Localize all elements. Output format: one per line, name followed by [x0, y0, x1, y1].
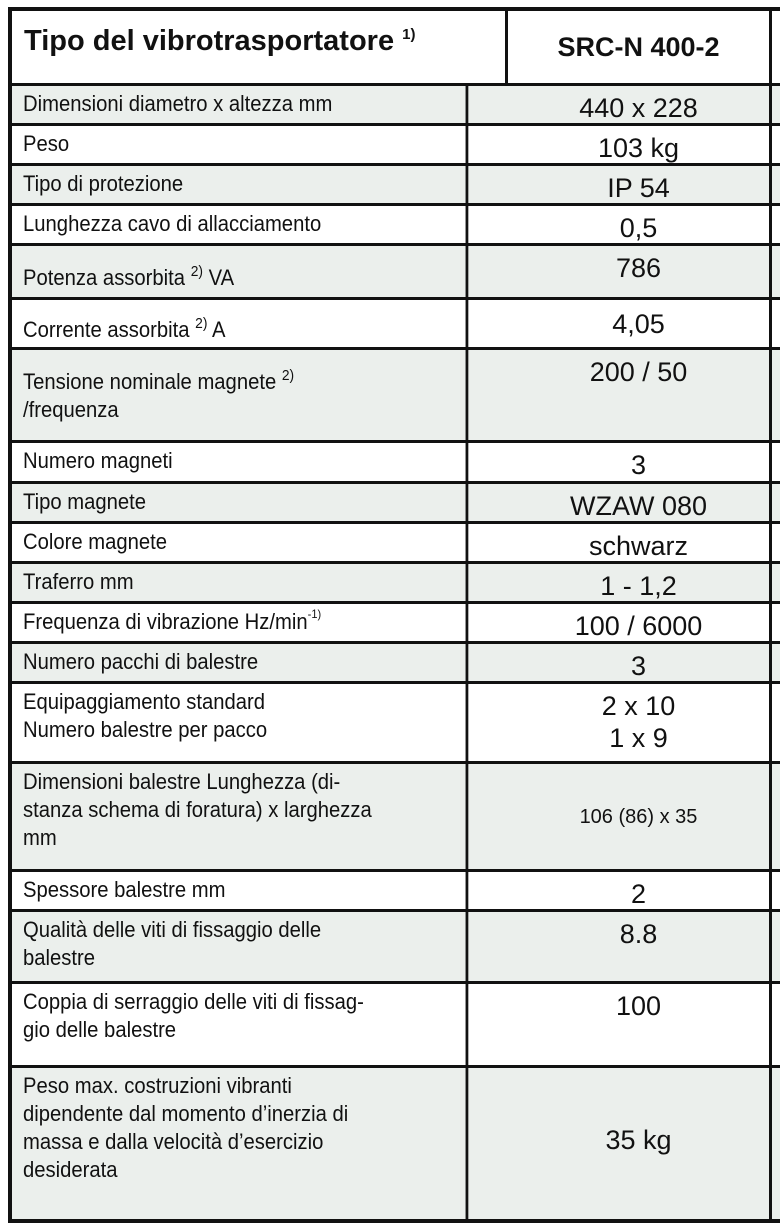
table-row — [12, 564, 780, 604]
table-row — [12, 524, 780, 564]
row-label: Dimensioni diametro x altezza mm — [23, 91, 333, 116]
row-label: Tipo di protezione — [23, 171, 184, 196]
table-header-row — [12, 11, 780, 86]
table-row — [12, 166, 780, 206]
row-unit: A — [211, 317, 226, 342]
table-row — [12, 86, 780, 126]
row-label: Spessore balestre mm — [23, 877, 226, 902]
table-row — [12, 484, 780, 524]
row-value: 8.8 — [619, 919, 658, 949]
table-row — [12, 246, 780, 300]
row-label-line3: mm — [23, 825, 57, 850]
row-value: 35 kg — [605, 1125, 672, 1155]
row-value: 786 — [615, 253, 662, 283]
row-label: Tensione nominale magnete — [23, 369, 277, 394]
row-label: Equipaggiamento standard — [23, 689, 265, 714]
table-row — [12, 764, 780, 872]
row-value: 3 — [630, 651, 647, 681]
table-row — [12, 604, 780, 644]
row-label: Potenza assorbita — [23, 265, 186, 290]
row-value: 0,5 — [619, 213, 658, 243]
row-value: 106 (86) x 35 — [579, 805, 698, 828]
header-model-cell — [508, 11, 772, 83]
row-value: schwarz — [588, 531, 689, 561]
row-value: 100 — [615, 991, 662, 1021]
row-label-line2: stanza schema di foratura) x larghezza — [23, 797, 372, 822]
row-footnote: 2) — [190, 263, 203, 280]
row-value: 103 kg — [597, 133, 680, 163]
row-label-line2: Numero balestre per pacco — [23, 717, 268, 742]
row-label: Dimensioni balestre Lunghezza (di- — [23, 769, 341, 794]
row-value-line2: 1 x 9 — [609, 723, 668, 753]
header-footnote: 1) — [402, 26, 416, 43]
header-model: SRC-N 400-2 — [557, 32, 720, 62]
row-label: Coppia di serraggio delle viti di fissag- — [23, 989, 364, 1014]
table-row — [12, 206, 780, 246]
row-value: 2 x 10 — [601, 691, 676, 721]
table-row — [12, 350, 780, 443]
row-label: Peso max. costruzioni vibranti — [23, 1073, 292, 1098]
row-label: Corrente assorbita — [23, 317, 190, 342]
row-label: Frequenza di vibrazione Hz/min — [23, 609, 308, 634]
row-value: 2 — [630, 879, 647, 909]
table-row — [12, 443, 780, 484]
row-value: 1 - 1,2 — [600, 571, 677, 601]
row-label-line2: gio delle balestre — [23, 1017, 177, 1042]
row-label-line2: balestre — [23, 945, 96, 970]
table-row — [12, 984, 780, 1068]
row-label: Numero pacchi di balestre — [23, 649, 259, 674]
row-value: 100 / 6000 — [574, 611, 703, 641]
row-footnote: 2) — [281, 367, 295, 384]
row-value: 440 x 228 — [579, 93, 698, 123]
row-value: IP 54 — [607, 173, 670, 203]
row-value: 3 — [630, 450, 647, 480]
row-value: 4,05 — [612, 309, 665, 339]
row-label: Numero magneti — [23, 448, 173, 473]
row-label: Traferro mm — [23, 569, 134, 594]
row-unit: VA — [208, 265, 235, 290]
row-label-line3: massa e dalla velocità d’esercizio — [23, 1129, 324, 1154]
row-label: Tipo magnete — [23, 489, 147, 514]
row-label: Peso — [23, 131, 70, 156]
row-label-line4: desiderata — [23, 1157, 118, 1182]
row-label: Colore magnete — [23, 529, 168, 554]
table-row — [12, 684, 780, 764]
row-label-line2: /frequenza — [23, 397, 119, 422]
table-row — [12, 912, 780, 984]
table-row — [12, 872, 780, 912]
header-label-cell — [12, 11, 508, 83]
header-label: Tipo del vibrotrasportatore — [24, 25, 395, 57]
row-label: Lunghezza cavo di allacciamento — [23, 211, 322, 236]
row-value: 200 / 50 — [589, 357, 688, 387]
table-row — [12, 1068, 780, 1219]
table-row — [12, 126, 780, 166]
table-row — [12, 300, 780, 350]
table-row — [12, 644, 780, 684]
row-footnote: -1) — [307, 607, 322, 621]
row-label: Qualità delle viti di fissaggio delle — [23, 917, 322, 942]
row-footnote: 2) — [195, 315, 208, 332]
row-label-line2: dipendente dal momento d’inerzia di — [23, 1101, 349, 1126]
spec-table — [8, 7, 780, 1223]
row-value: WZAW 080 — [569, 491, 708, 521]
